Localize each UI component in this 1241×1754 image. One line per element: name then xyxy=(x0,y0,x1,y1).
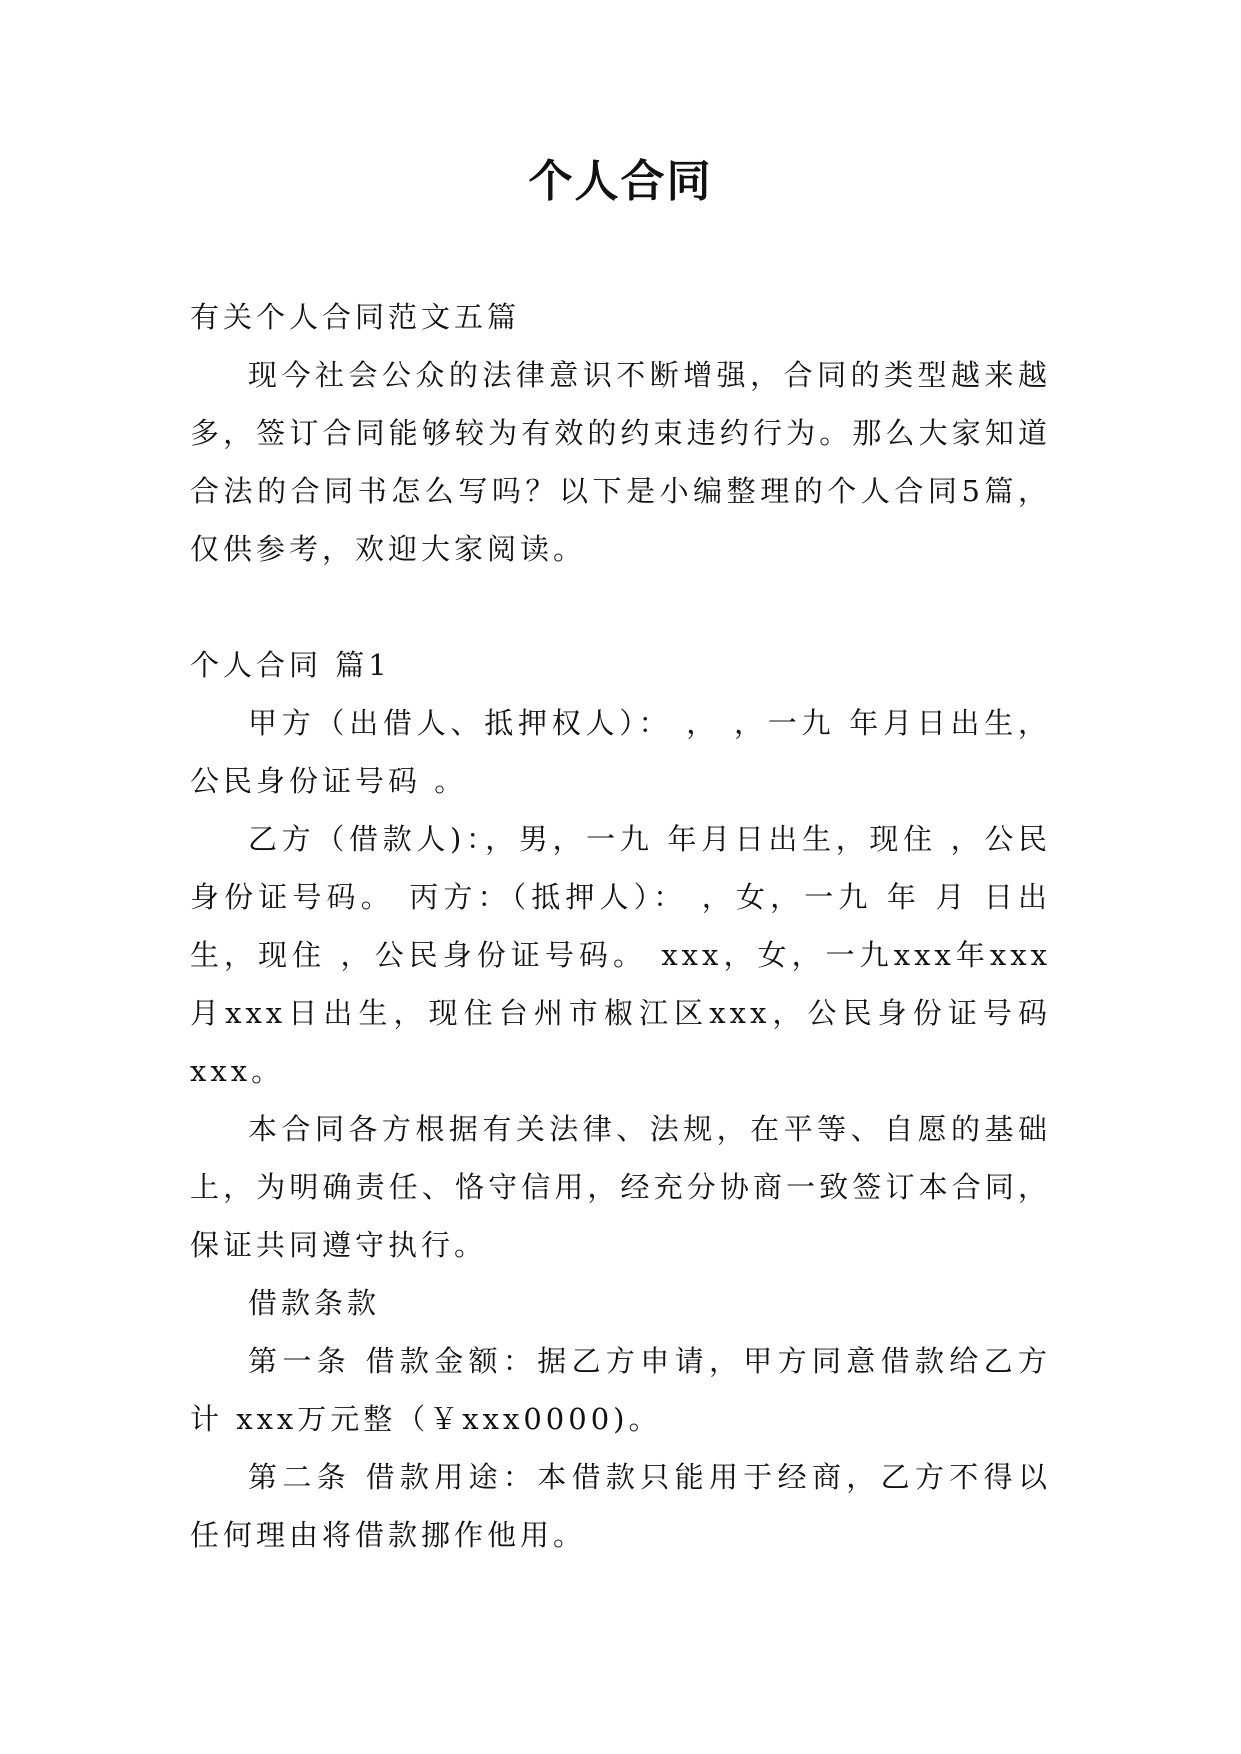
party-a-paragraph: 甲方（出借人、抵押权人）： ， ，一九 年月日出生，公民身份证号码 。 xyxy=(190,706,1051,798)
party-b-paragraph: 乙方（借款人)：，男，一九 年月日出生，现住 ，公民身份证号码。 丙方：（抵押人）： ，女，一九 年 月 日出生，现住 ，公民身份证号码。 xxx，女，一九xxx年xxx月xxx日出生，现住台州市椒江区xxx，公民身份证号码xxx。 xyxy=(190,822,1051,1088)
document-subtitle: 有关个人合同范文五篇 xyxy=(190,300,521,334)
document-body xyxy=(190,288,1051,1564)
intro-paragraph: 现今社会公众的法律意识不断增强，合同的类型越来越多，签订合同能够较为有效的约束违约行为。那么大家知道合法的合同书怎么写吗？以下是小编整理的个人合同5篇，仅供参考，欢迎大家阅读。 xyxy=(190,358,1051,566)
clause-heading: 借款条款 xyxy=(248,1286,381,1320)
article-1-paragraph: 第一条 借款金额：据乙方申请，甲方同意借款给乙方计 xxx万元整（￥xxx0000)。 xyxy=(190,1344,1051,1436)
article-2-paragraph: 第二条 借款用途：本借款只能用于经商，乙方不得以任何理由将借款挪作他用。 xyxy=(190,1460,1051,1552)
document-title: 个人合同 xyxy=(528,156,713,207)
paragraph-gap xyxy=(190,578,1051,636)
preamble-paragraph: 本合同各方根据有关法律、法规，在平等、自愿的基础上，为明确责任、恪守信用，经充分协商一致签订本合同，保证共同遵守执行。 xyxy=(190,1112,1051,1262)
section-heading: 个人合同 篇1 xyxy=(190,648,391,682)
